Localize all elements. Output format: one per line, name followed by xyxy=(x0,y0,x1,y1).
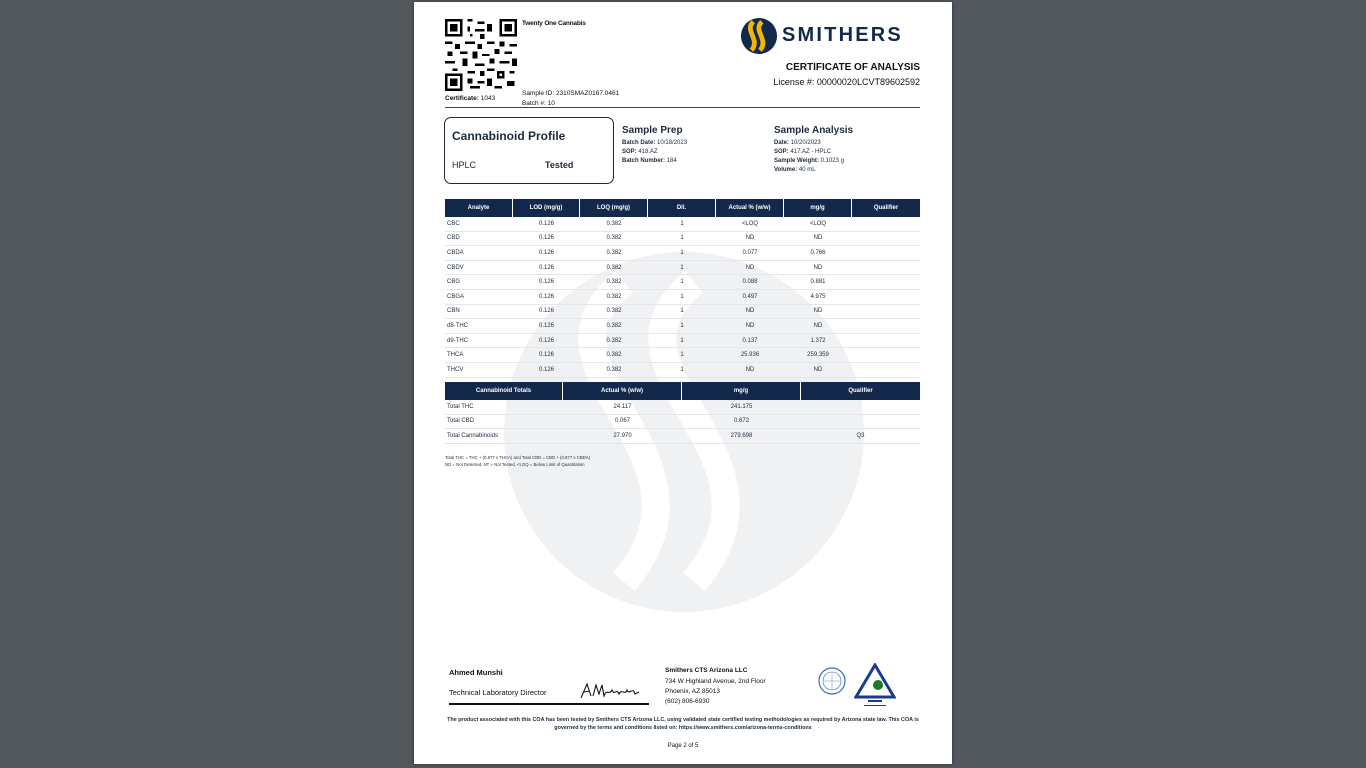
signatory-name: Ahmed Munshi xyxy=(449,668,503,677)
document-page xyxy=(414,2,952,764)
analysis-field: Date: 10/20/2023 xyxy=(774,140,821,146)
sample-analysis-section xyxy=(774,125,853,175)
table-cell: 0.126 xyxy=(513,232,580,247)
certificate-number: Certificate: 1043 xyxy=(445,95,496,102)
profile-method: HPLC xyxy=(452,160,477,170)
table-cell: 279.698 xyxy=(682,429,801,444)
column-header: Qualifier xyxy=(801,382,920,400)
table-cell: 0.382 xyxy=(580,305,648,320)
analysis-field: Volume: 40 mL xyxy=(774,167,816,173)
table-cell: Q3 xyxy=(801,429,920,444)
table-cell: 1 xyxy=(648,305,716,320)
table-cell: Total Cannabinoids xyxy=(445,429,563,444)
table-cell: 1.372 xyxy=(784,334,852,349)
table-cell: 1 xyxy=(648,363,716,378)
table-cell xyxy=(852,246,920,261)
table-cell: 0.382 xyxy=(580,246,648,261)
table-cell xyxy=(852,232,920,247)
table-row xyxy=(445,232,920,247)
table-cell xyxy=(852,217,920,232)
column-header: LOD (mg/g) xyxy=(513,199,580,217)
lab-brand-wordmark: SMITHERS xyxy=(782,24,903,46)
table-cell: 0.382 xyxy=(580,261,648,276)
sample-id-block xyxy=(522,89,619,108)
lab-name: Smithers CTS Arizona LLC xyxy=(665,667,748,674)
address-line: Phoenix, AZ 85013 xyxy=(665,688,720,695)
page-number: Page 2 of 5 xyxy=(667,743,699,749)
table-cell: CBDV xyxy=(445,261,513,276)
table-cell: 259.359 xyxy=(784,348,852,363)
table-cell: CBDA xyxy=(445,246,513,261)
phone-number: (602) 806-6930 xyxy=(665,698,710,705)
calculation-notes xyxy=(445,454,590,468)
table-row xyxy=(445,429,920,444)
table-cell: <LOQ xyxy=(716,217,784,232)
table-cell: 1 xyxy=(648,232,716,247)
table-cell: 1 xyxy=(648,290,716,305)
table-cell: 0.126 xyxy=(513,305,580,320)
column-header: mg/g xyxy=(682,382,801,400)
table-row xyxy=(445,363,920,378)
analysis-field: Sample Weight: 0.1023 g xyxy=(774,158,844,164)
table-cell: 1 xyxy=(648,217,716,232)
table-cell: 0.382 xyxy=(580,348,648,363)
table-cell xyxy=(852,261,920,276)
column-header: Actual % (w/w) xyxy=(716,199,784,217)
table-row xyxy=(445,305,920,320)
table-cell: 0.126 xyxy=(513,217,580,232)
table-cell: 1 xyxy=(648,275,716,290)
table-cell xyxy=(852,305,920,320)
table-cell: 27.970 xyxy=(563,429,682,444)
table-cell: 0.126 xyxy=(513,363,580,378)
client-name: Twenty One Cannabis xyxy=(522,20,586,27)
note-line: Total THC = THC + (0.877 x THCA) and Total CBD = CBD + (0.877 x CBDA) xyxy=(445,455,591,460)
table-cell xyxy=(852,290,920,305)
table-row xyxy=(445,400,920,415)
table-cell: ND xyxy=(716,261,784,276)
table-cell: 0.766 xyxy=(784,246,852,261)
table-cell xyxy=(801,415,920,430)
table-cell xyxy=(852,363,920,378)
table-cell: ND xyxy=(784,363,852,378)
table-cell: 0.382 xyxy=(580,217,648,232)
note-line: ND = Not Detected, NT = Not Tested, <LOQ = Below Limit of Quantitation xyxy=(445,462,585,467)
table-row xyxy=(445,217,920,232)
column-header: LOQ (mg/g) xyxy=(580,199,648,217)
table-row xyxy=(445,415,920,430)
table-cell: d8-THC xyxy=(445,319,513,334)
table-row xyxy=(445,319,920,334)
table-cell: CBD xyxy=(445,232,513,247)
analytes-table xyxy=(445,199,920,378)
table-cell: ND xyxy=(716,363,784,378)
disclaimer: The product associated with this COA has been tested by Smithers CTS Arizona LLC, using validated state certified testing methodologies as required by Arizona state law. This COA is governed by the terms and conditions listed on: https://www.smithers.com/arizona-terms-conditions xyxy=(447,717,919,731)
license-number: License #: 00000020LCVT89602592 xyxy=(773,77,920,87)
table-cell: ND xyxy=(784,232,852,247)
signature-line xyxy=(449,703,649,705)
table-cell: 0.881 xyxy=(784,275,852,290)
table-cell: 0.497 xyxy=(716,290,784,305)
sample-prep-title: Sample Prep xyxy=(622,125,683,136)
smithers-logo-icon xyxy=(740,17,778,55)
table-cell: 241.175 xyxy=(682,400,801,415)
table-cell: d9-THC xyxy=(445,334,513,349)
table-cell xyxy=(852,348,920,363)
sample-analysis-title: Sample Analysis xyxy=(774,125,854,136)
table-row xyxy=(445,334,920,349)
table-cell: 1 xyxy=(648,319,716,334)
table-cell: ND xyxy=(784,319,852,334)
signature-image xyxy=(579,680,641,702)
column-header: Dil. xyxy=(648,199,716,217)
table-cell: 0.382 xyxy=(580,290,648,305)
column-header: mg/g xyxy=(784,199,852,217)
table-cell: 0.126 xyxy=(513,334,580,349)
sample-id: Sample ID: 2310SMAZ0167.0461 xyxy=(522,90,620,97)
table-cell: 0.672 xyxy=(682,415,801,430)
table-cell: 0.382 xyxy=(580,363,648,378)
table-cell: 0.126 xyxy=(513,275,580,290)
table-cell: 25.936 xyxy=(716,348,784,363)
table-cell xyxy=(852,319,920,334)
column-header: Actual % (w/w) xyxy=(563,382,682,400)
table-cell: CBGA xyxy=(445,290,513,305)
totals-table xyxy=(445,382,920,444)
batch-number: Batch #: 10 xyxy=(522,99,555,107)
sample-prep-section xyxy=(622,125,687,166)
table-row xyxy=(445,290,920,305)
table-cell xyxy=(801,400,920,415)
table-header-row xyxy=(445,199,920,217)
table-cell: 0.126 xyxy=(513,319,580,334)
table-cell: THCV xyxy=(445,363,513,378)
table-cell: CBN xyxy=(445,305,513,320)
table-cell: 4.975 xyxy=(784,290,852,305)
table-cell: 0.382 xyxy=(580,334,648,349)
header-divider xyxy=(445,107,920,108)
ilac-mra-icon xyxy=(818,667,846,695)
table-cell: 1 xyxy=(648,261,716,276)
table-cell: ND xyxy=(716,305,784,320)
table-cell xyxy=(852,334,920,349)
table-cell xyxy=(852,275,920,290)
qr-code-icon xyxy=(445,19,517,91)
table-cell: 0.077 xyxy=(716,246,784,261)
document-title: CERTIFICATE OF ANALYSIS xyxy=(785,62,920,73)
sample-analysis-fields xyxy=(774,139,853,175)
sample-prep-fields xyxy=(622,139,687,166)
signatory-title: Technical Laboratory Director xyxy=(449,688,547,697)
table-cell: ND xyxy=(784,261,852,276)
table-row xyxy=(445,246,920,261)
table-cell: CBC xyxy=(445,217,513,232)
table-cell: ND xyxy=(716,319,784,334)
table-cell: 0.126 xyxy=(513,261,580,276)
column-header: Qualifier xyxy=(852,199,920,217)
cannabinoid-profile-box xyxy=(444,117,614,184)
table-cell: 0.067 xyxy=(563,415,682,430)
address-line: 734 W Highland Avenue, 2nd Floor xyxy=(665,678,766,685)
table-cell: Total CBD xyxy=(445,415,563,430)
table-row xyxy=(445,261,920,276)
table-row xyxy=(445,275,920,290)
table-cell: 0.126 xyxy=(513,348,580,363)
table-cell: THCA xyxy=(445,348,513,363)
column-header: Analyte xyxy=(445,199,513,217)
profile-status: Tested xyxy=(545,160,574,170)
table-cell: 0.382 xyxy=(580,275,648,290)
prep-field: Batch Date: 10/18/2023 xyxy=(622,140,688,146)
table-row xyxy=(445,348,920,363)
table-header-row xyxy=(445,382,920,400)
table-cell: 0.126 xyxy=(513,246,580,261)
table-cell: <LOQ xyxy=(784,217,852,232)
column-header: Cannabinoid Totals xyxy=(445,382,563,400)
table-cell: ND xyxy=(784,305,852,320)
table-cell: 1 xyxy=(648,246,716,261)
table-cell: 0.126 xyxy=(513,290,580,305)
table-cell: 1 xyxy=(648,348,716,363)
table-cell: Total THC xyxy=(445,400,563,415)
table-cell: ND xyxy=(716,232,784,247)
pjla-icon xyxy=(854,663,896,711)
analysis-field: SOP: 417.AZ - HPLC xyxy=(774,149,832,155)
prep-field: Batch Number: 184 xyxy=(622,158,677,164)
table-cell: 0.137 xyxy=(716,334,784,349)
table-cell: 0.382 xyxy=(580,232,648,247)
lab-address xyxy=(665,677,766,707)
table-cell: 0.382 xyxy=(580,319,648,334)
table-cell: 24.117 xyxy=(563,400,682,415)
profile-title: Cannabinoid Profile xyxy=(452,129,566,143)
prep-field: SOP: 418.AZ xyxy=(622,149,658,155)
table-cell: 1 xyxy=(648,334,716,349)
table-cell: 0.088 xyxy=(716,275,784,290)
table-cell: CBG xyxy=(445,275,513,290)
